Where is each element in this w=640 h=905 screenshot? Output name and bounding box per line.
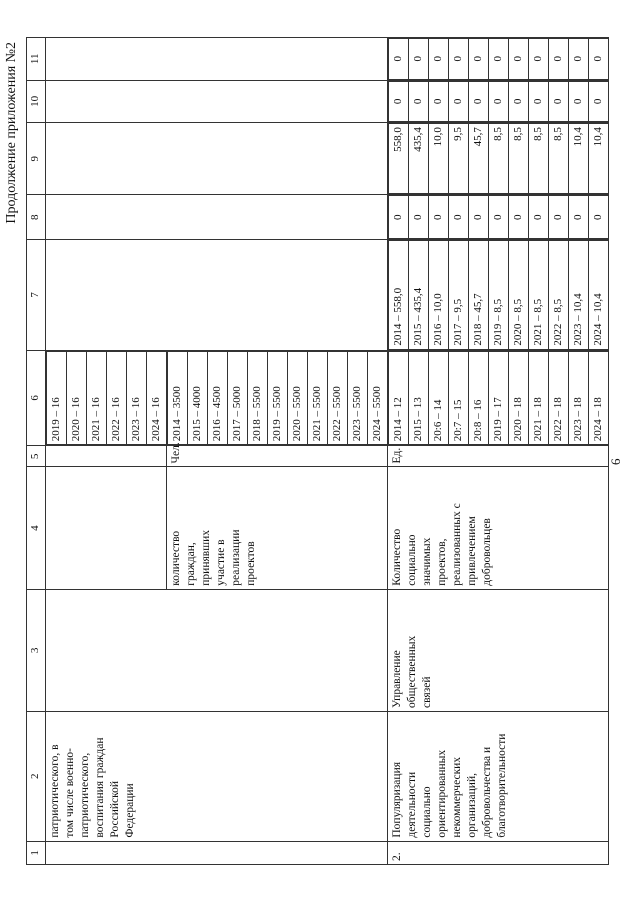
funding-col9-list — [388, 123, 608, 194]
list-item: 8,5 — [549, 124, 569, 194]
header-cell: 10 — [27, 80, 46, 123]
list-item: 0 — [469, 196, 489, 239]
header-row — [27, 38, 46, 865]
goal-description: патриотического, в том числе военно- патриотического, воспитания граждан Российской Федерации — [46, 711, 388, 841]
funding-col9-cell — [388, 123, 609, 195]
funding-col8-list — [388, 195, 608, 239]
list-item: 10,0 — [429, 124, 449, 194]
target-values-list — [46, 351, 166, 446]
header-cell: 5 — [27, 446, 46, 467]
list-item: 2020 – 18 — [509, 351, 529, 445]
target-values-list — [167, 351, 387, 446]
indicator-description: количество граждан, принявших участие в реализации проектов — [167, 467, 388, 589]
funding-col11-cell — [388, 38, 609, 81]
list-item: 2019 – 17 — [489, 351, 509, 445]
list-item: 20:6 – 14 — [429, 351, 449, 445]
list-item: 45,7 — [469, 124, 489, 194]
list-item: 0 — [469, 39, 489, 80]
list-item: 2015 – 4000 — [188, 351, 208, 445]
unit-label: Ед. — [388, 446, 609, 467]
list-item: 2024 – 16 — [147, 351, 167, 445]
list-item: 0 — [569, 81, 589, 122]
row-number: 2. — [388, 841, 609, 864]
list-item: 2022 – 16 — [107, 351, 127, 445]
list-item: 558,0 — [389, 124, 409, 194]
header-cell: 3 — [27, 589, 46, 711]
list-item: 2024 – 18 — [589, 351, 609, 445]
list-item: 2022 – 18 — [549, 351, 569, 445]
list-item: 2017 – 9,5 — [449, 241, 469, 350]
list-item: 2022 – 5500 — [328, 351, 348, 445]
list-item: 0 — [549, 39, 569, 80]
list-item: 2015 – 13 — [409, 351, 429, 445]
list-item: 2021 – 8,5 — [529, 241, 549, 350]
list-item: 0 — [429, 196, 449, 239]
list-item: 2019 – 8,5 — [489, 241, 509, 350]
list-item: 20:7 – 15 — [449, 351, 469, 445]
list-item: 0 — [489, 81, 509, 122]
list-item: 8,5 — [529, 124, 549, 194]
list-item: 0 — [389, 39, 409, 80]
list-item: 2020 – 16 — [67, 351, 87, 445]
list-item: 0 — [409, 196, 429, 239]
target-values-cell — [388, 350, 609, 446]
list-item: 0 — [409, 81, 429, 122]
list-item: 0 — [529, 81, 549, 122]
list-item: 2018 – 5500 — [248, 351, 268, 445]
funding-cell — [46, 80, 388, 123]
list-item: 0 — [509, 39, 529, 80]
list-item: 2024 – 10,4 — [589, 241, 609, 350]
header-cell: 1 — [27, 841, 46, 864]
list-item: 0 — [509, 196, 529, 239]
list-item: 2023 – 16 — [127, 351, 147, 445]
list-item: 0 — [529, 196, 549, 239]
list-item: 0 — [469, 81, 489, 122]
list-item: 2017 – 5000 — [228, 351, 248, 445]
header-cell: 4 — [27, 467, 46, 589]
list-item: 2020 – 8,5 — [509, 241, 529, 350]
list-item: 0 — [489, 196, 509, 239]
executor-cell — [46, 589, 388, 711]
list-item: 8,5 — [489, 124, 509, 194]
funding-total-list — [388, 240, 608, 350]
list-item: 2016 – 4500 — [208, 351, 228, 445]
list-item: 20:8 – 16 — [469, 351, 489, 445]
list-item: 0 — [429, 81, 449, 122]
list-item: 2021 – 18 — [529, 351, 549, 445]
executor-description: Управление общественных связей — [388, 589, 609, 711]
list-item: 2023 – 18 — [569, 351, 589, 445]
list-item: 2019 – 16 — [47, 351, 67, 445]
list-item: 0 — [449, 81, 469, 122]
list-item: 0 — [589, 81, 609, 122]
goal-description: Популяризация деятельности социально ориентированных некоммерческих организаций, добровольчества и благотворительности — [388, 711, 609, 841]
list-item: 0 — [589, 196, 609, 239]
list-item: 0 — [409, 39, 429, 80]
list-item: 0 — [389, 81, 409, 122]
list-item: 2015 – 435,4 — [409, 241, 429, 350]
list-item: 2016 – 10,0 — [429, 241, 449, 350]
list-item: 0 — [549, 81, 569, 122]
unit-label: Чел. — [167, 446, 388, 467]
indicator-description: Количество социально значимых проектов, реализованных с привлечением добровольцев — [388, 467, 609, 589]
header-cell: 6 — [27, 350, 46, 446]
list-item: 0 — [529, 39, 549, 80]
program-table — [26, 37, 609, 865]
list-item: 2014 – 558,0 — [389, 241, 409, 350]
target-values-cell — [46, 350, 167, 446]
list-item: 0 — [509, 81, 529, 122]
list-item: 2021 – 16 — [87, 351, 107, 445]
page-number: 6 — [608, 458, 623, 465]
header-cell: 9 — [27, 123, 46, 195]
list-item: 2020 – 5500 — [288, 351, 308, 445]
list-item: 2022 – 8,5 — [549, 241, 569, 350]
list-item: 10,4 — [589, 124, 609, 194]
indicator-cell — [46, 467, 167, 589]
funding-cell — [46, 240, 388, 351]
list-item: 2023 – 10,4 — [569, 241, 589, 350]
list-item: 2021 – 5500 — [308, 351, 328, 445]
header-cell: 11 — [27, 38, 46, 81]
list-item: 2018 – 45,7 — [469, 241, 489, 350]
list-item: 0 — [389, 196, 409, 239]
list-item: 8,5 — [509, 124, 529, 194]
list-item: 0 — [569, 39, 589, 80]
list-item: 2014 – 3500 — [168, 351, 188, 445]
appendix-caption: Продолжение приложения №2 — [4, 42, 19, 224]
table-row — [388, 38, 609, 865]
list-item: 2014 – 12 — [389, 351, 409, 445]
target-values-cell — [167, 350, 388, 446]
list-item: 0 — [489, 39, 509, 80]
funding-col10-list — [388, 81, 608, 123]
list-item: 435,4 — [409, 124, 429, 194]
funding-total-cell — [388, 240, 609, 351]
unit-cell — [46, 446, 167, 467]
list-item: 10,4 — [569, 124, 589, 194]
funding-cell — [46, 38, 388, 81]
row-number-cell — [46, 841, 388, 864]
funding-col10-cell — [388, 80, 609, 123]
list-item: 0 — [429, 39, 449, 80]
funding-cell — [46, 123, 388, 195]
list-item: 0 — [569, 196, 589, 239]
header-cell: 2 — [27, 711, 46, 841]
list-item: 0 — [449, 196, 469, 239]
funding-cell — [46, 195, 388, 240]
list-item: 0 — [549, 196, 569, 239]
header-cell: 8 — [27, 195, 46, 240]
table-row — [46, 38, 167, 865]
target-values-list — [388, 351, 608, 446]
list-item: 2019 – 5500 — [268, 351, 288, 445]
list-item: 9,5 — [449, 124, 469, 194]
list-item: 2023 – 5500 — [348, 351, 368, 445]
list-item: 2024 – 5500 — [368, 351, 388, 445]
funding-col11-list — [388, 38, 608, 80]
header-cell: 7 — [27, 240, 46, 351]
list-item: 0 — [449, 39, 469, 80]
list-item: 0 — [589, 39, 609, 80]
funding-col8-cell — [388, 195, 609, 240]
